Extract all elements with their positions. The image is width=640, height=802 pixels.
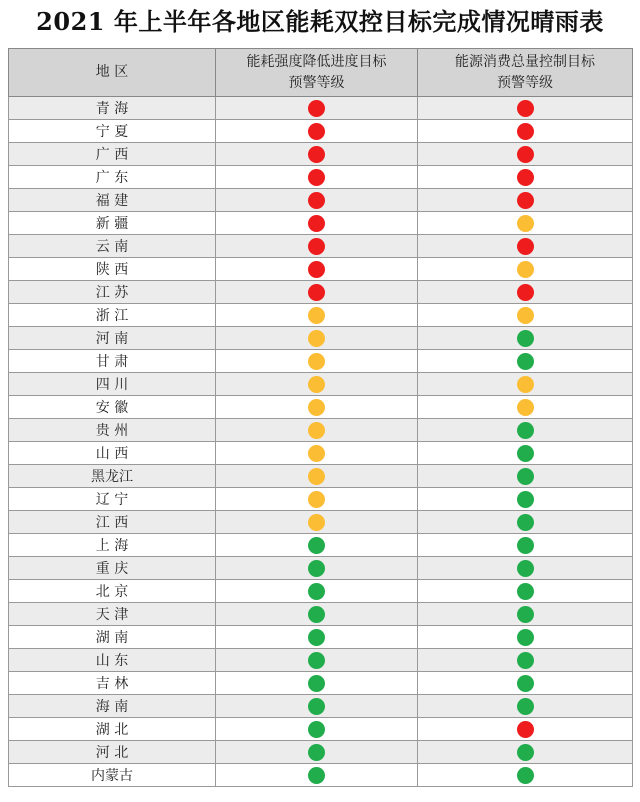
region-name: 上 海: [95, 538, 129, 554]
region-cell: [9, 764, 216, 787]
intensity-level-red-dot: [308, 146, 325, 163]
intensity-level-cell: [216, 557, 418, 580]
region-cell: [9, 695, 216, 718]
total-level-green-dot: [517, 537, 534, 554]
intensity-level-yellow-dot: [308, 399, 325, 416]
total-level-green-dot: [517, 468, 534, 485]
total-level-green-dot: [517, 606, 534, 623]
region-cell: [9, 511, 216, 534]
header-total: [418, 49, 633, 97]
table-row: [9, 212, 633, 235]
intensity-level-cell: [216, 695, 418, 718]
intensity-level-red-dot: [308, 192, 325, 209]
total-level-green-dot: [517, 422, 534, 439]
table-row: [9, 373, 633, 396]
table-row: [9, 741, 633, 764]
intensity-level-cell: [216, 258, 418, 281]
table-row: [9, 189, 633, 212]
table-row: [9, 120, 633, 143]
table-body: [9, 97, 633, 787]
intensity-level-cell: [216, 741, 418, 764]
intensity-level-green-dot: [308, 721, 325, 738]
region-name: 重 庆: [95, 561, 129, 577]
region-cell: [9, 419, 216, 442]
total-level-cell: [418, 511, 633, 534]
table-row: [9, 764, 633, 787]
region-name: 宁 夏: [95, 124, 129, 140]
region-name: 山 西: [95, 446, 129, 462]
region-cell: [9, 97, 216, 120]
region-cell: [9, 258, 216, 281]
intensity-level-yellow-dot: [308, 491, 325, 508]
total-level-green-dot: [517, 330, 534, 347]
region-name: 安 徽: [95, 400, 129, 416]
table-row: [9, 143, 633, 166]
table-row: [9, 511, 633, 534]
region-cell: [9, 189, 216, 212]
total-level-cell: [418, 764, 633, 787]
total-level-red-dot: [517, 238, 534, 255]
region-cell: [9, 304, 216, 327]
total-level-cell: [418, 258, 633, 281]
total-level-cell: [418, 603, 633, 626]
intensity-level-green-dot: [308, 767, 325, 784]
header-region-label: 地 区: [95, 64, 129, 80]
intensity-level-green-dot: [308, 744, 325, 761]
intensity-level-cell: [216, 672, 418, 695]
intensity-level-cell: [216, 120, 418, 143]
table-row: [9, 327, 633, 350]
intensity-level-cell: [216, 189, 418, 212]
intensity-level-cell: [216, 350, 418, 373]
intensity-level-yellow-dot: [308, 307, 325, 324]
total-level-cell: [418, 672, 633, 695]
intensity-level-cell: [216, 235, 418, 258]
total-level-yellow-dot: [517, 376, 534, 393]
intensity-level-green-dot: [308, 675, 325, 692]
intensity-level-cell: [216, 304, 418, 327]
total-level-cell: [418, 580, 633, 603]
table-row: [9, 465, 633, 488]
region-name: 贵 州: [95, 423, 129, 439]
region-name: 甘 肃: [95, 354, 129, 370]
total-level-cell: [418, 235, 633, 258]
intensity-level-cell: [216, 97, 418, 120]
intensity-level-red-dot: [308, 123, 325, 140]
page-title: 2021 年上半年各地区能耗双控目标完成情况晴雨表: [36, 7, 604, 36]
table-row: [9, 626, 633, 649]
region-name: 广 东: [95, 170, 129, 186]
intensity-level-yellow-dot: [308, 330, 325, 347]
total-level-cell: [418, 442, 633, 465]
warning-table: [8, 48, 633, 787]
region-name: 福 建: [95, 193, 129, 209]
region-cell: [9, 396, 216, 419]
table-row: [9, 350, 633, 373]
total-level-red-dot: [517, 721, 534, 738]
intensity-level-cell: [216, 373, 418, 396]
region-cell: [9, 672, 216, 695]
total-level-cell: [418, 741, 633, 764]
region-name: 天 津: [95, 607, 129, 623]
table-row: [9, 672, 633, 695]
region-name: 陕 西: [95, 262, 129, 278]
region-cell: [9, 580, 216, 603]
region-cell: [9, 120, 216, 143]
intensity-level-yellow-dot: [308, 422, 325, 439]
table-row: [9, 695, 633, 718]
intensity-level-cell: [216, 488, 418, 511]
region-cell: [9, 488, 216, 511]
total-level-red-dot: [517, 169, 534, 186]
total-level-green-dot: [517, 514, 534, 531]
total-level-yellow-dot: [517, 307, 534, 324]
table-row: [9, 649, 633, 672]
intensity-level-green-dot: [308, 652, 325, 669]
intensity-level-red-dot: [308, 238, 325, 255]
total-level-yellow-dot: [517, 215, 534, 232]
intensity-level-red-dot: [308, 215, 325, 232]
region-cell: [9, 350, 216, 373]
intensity-level-cell: [216, 511, 418, 534]
region-cell: [9, 534, 216, 557]
region-cell: [9, 718, 216, 741]
total-level-cell: [418, 695, 633, 718]
total-level-green-dot: [517, 767, 534, 784]
total-level-green-dot: [517, 698, 534, 715]
total-level-cell: [418, 212, 633, 235]
region-name: 山 东: [95, 653, 129, 669]
intensity-level-cell: [216, 166, 418, 189]
region-name: 北 京: [95, 584, 129, 600]
region-name: 吉 林: [95, 676, 129, 692]
total-level-cell: [418, 419, 633, 442]
total-level-green-dot: [517, 652, 534, 669]
total-level-green-dot: [517, 491, 534, 508]
intensity-level-green-dot: [308, 537, 325, 554]
total-level-green-dot: [517, 560, 534, 577]
table-row: [9, 304, 633, 327]
region-name: 四 川: [95, 377, 129, 393]
intensity-level-cell: [216, 396, 418, 419]
intensity-level-cell: [216, 580, 418, 603]
table-row: [9, 534, 633, 557]
intensity-level-cell: [216, 626, 418, 649]
total-level-green-dot: [517, 583, 534, 600]
table-row: [9, 166, 633, 189]
region-cell: [9, 557, 216, 580]
region-cell: [9, 626, 216, 649]
total-level-cell: [418, 327, 633, 350]
region-name: 广 西: [95, 147, 129, 163]
region-name: 江 西: [95, 515, 129, 531]
total-level-cell: [418, 120, 633, 143]
intensity-level-green-dot: [308, 698, 325, 715]
region-cell: [9, 212, 216, 235]
total-level-cell: [418, 557, 633, 580]
region-name: 江 苏: [95, 285, 129, 301]
total-level-cell: [418, 97, 633, 120]
intensity-level-cell: [216, 327, 418, 350]
total-level-red-dot: [517, 123, 534, 140]
region-cell: [9, 465, 216, 488]
region-name: 浙 江: [95, 308, 129, 324]
intensity-level-cell: [216, 603, 418, 626]
region-cell: [9, 143, 216, 166]
intensity-level-cell: [216, 534, 418, 557]
region-name: 河 南: [95, 331, 129, 347]
total-level-cell: [418, 143, 633, 166]
header-intensity-line2: 预警等级: [288, 74, 345, 91]
region-name: 辽 宁: [95, 492, 129, 508]
total-level-green-dot: [517, 675, 534, 692]
table-header-row: [9, 49, 633, 97]
table-row: [9, 419, 633, 442]
intensity-level-cell: [216, 649, 418, 672]
region-cell: [9, 442, 216, 465]
table-row: [9, 603, 633, 626]
intensity-level-yellow-dot: [308, 353, 325, 370]
region-name: 湖 南: [95, 630, 129, 646]
intensity-level-cell: [216, 281, 418, 304]
total-level-cell: [418, 189, 633, 212]
total-level-cell: [418, 488, 633, 511]
table-row: [9, 258, 633, 281]
region-cell: [9, 235, 216, 258]
table-row: [9, 235, 633, 258]
table-row: [9, 718, 633, 741]
region-cell: [9, 166, 216, 189]
total-level-cell: [418, 465, 633, 488]
table-row: [9, 396, 633, 419]
table-row: [9, 557, 633, 580]
total-level-red-dot: [517, 146, 534, 163]
region-name: 云 南: [95, 239, 129, 255]
intensity-level-cell: [216, 465, 418, 488]
intensity-level-green-dot: [308, 560, 325, 577]
total-level-green-dot: [517, 629, 534, 646]
total-level-cell: [418, 304, 633, 327]
total-level-cell: [418, 649, 633, 672]
intensity-level-cell: [216, 143, 418, 166]
region-name: 海 南: [95, 699, 129, 715]
region-name: 黑龙江: [91, 469, 133, 485]
region-name: 河 北: [95, 745, 129, 761]
region-name: 内蒙古: [91, 768, 133, 784]
total-level-green-dot: [517, 353, 534, 370]
intensity-level-red-dot: [308, 261, 325, 278]
total-level-red-dot: [517, 192, 534, 209]
total-level-cell: [418, 350, 633, 373]
table-row: [9, 442, 633, 465]
intensity-level-green-dot: [308, 583, 325, 600]
region-cell: [9, 373, 216, 396]
intensity-level-cell: [216, 764, 418, 787]
intensity-level-cell: [216, 212, 418, 235]
intensity-level-cell: [216, 419, 418, 442]
total-level-green-dot: [517, 445, 534, 462]
intensity-level-red-dot: [308, 284, 325, 301]
intensity-level-yellow-dot: [308, 468, 325, 485]
header-total-line1: 能源消费总量控制目标: [455, 53, 595, 70]
region-cell: [9, 327, 216, 350]
table-row: [9, 97, 633, 120]
total-level-yellow-dot: [517, 399, 534, 416]
total-level-green-dot: [517, 744, 534, 761]
header-region: [9, 49, 216, 97]
region-name: 湖 北: [95, 722, 129, 738]
total-level-cell: [418, 396, 633, 419]
total-level-cell: [418, 718, 633, 741]
region-cell: [9, 603, 216, 626]
intensity-level-red-dot: [308, 100, 325, 117]
total-level-cell: [418, 281, 633, 304]
total-level-cell: [418, 373, 633, 396]
total-level-cell: [418, 166, 633, 189]
intensity-level-yellow-dot: [308, 514, 325, 531]
region-cell: [9, 649, 216, 672]
total-level-cell: [418, 534, 633, 557]
table-row: [9, 580, 633, 603]
header-intensity-line1: 能耗强度降低进度目标: [246, 53, 387, 70]
table-row: [9, 488, 633, 511]
intensity-level-yellow-dot: [308, 445, 325, 462]
total-level-red-dot: [517, 100, 534, 117]
intensity-level-cell: [216, 442, 418, 465]
intensity-level-red-dot: [308, 169, 325, 186]
table-row: [9, 281, 633, 304]
intensity-level-green-dot: [308, 606, 325, 623]
total-level-red-dot: [517, 284, 534, 301]
region-cell: [9, 741, 216, 764]
intensity-level-green-dot: [308, 629, 325, 646]
header-intensity: [216, 49, 418, 97]
total-level-yellow-dot: [517, 261, 534, 278]
total-level-cell: [418, 626, 633, 649]
region-name: 新 疆: [95, 216, 129, 232]
region-name: 青 海: [95, 101, 129, 117]
region-cell: [9, 281, 216, 304]
header-total-line2: 预警等级: [497, 74, 553, 91]
intensity-level-cell: [216, 718, 418, 741]
intensity-level-yellow-dot: [308, 376, 325, 393]
